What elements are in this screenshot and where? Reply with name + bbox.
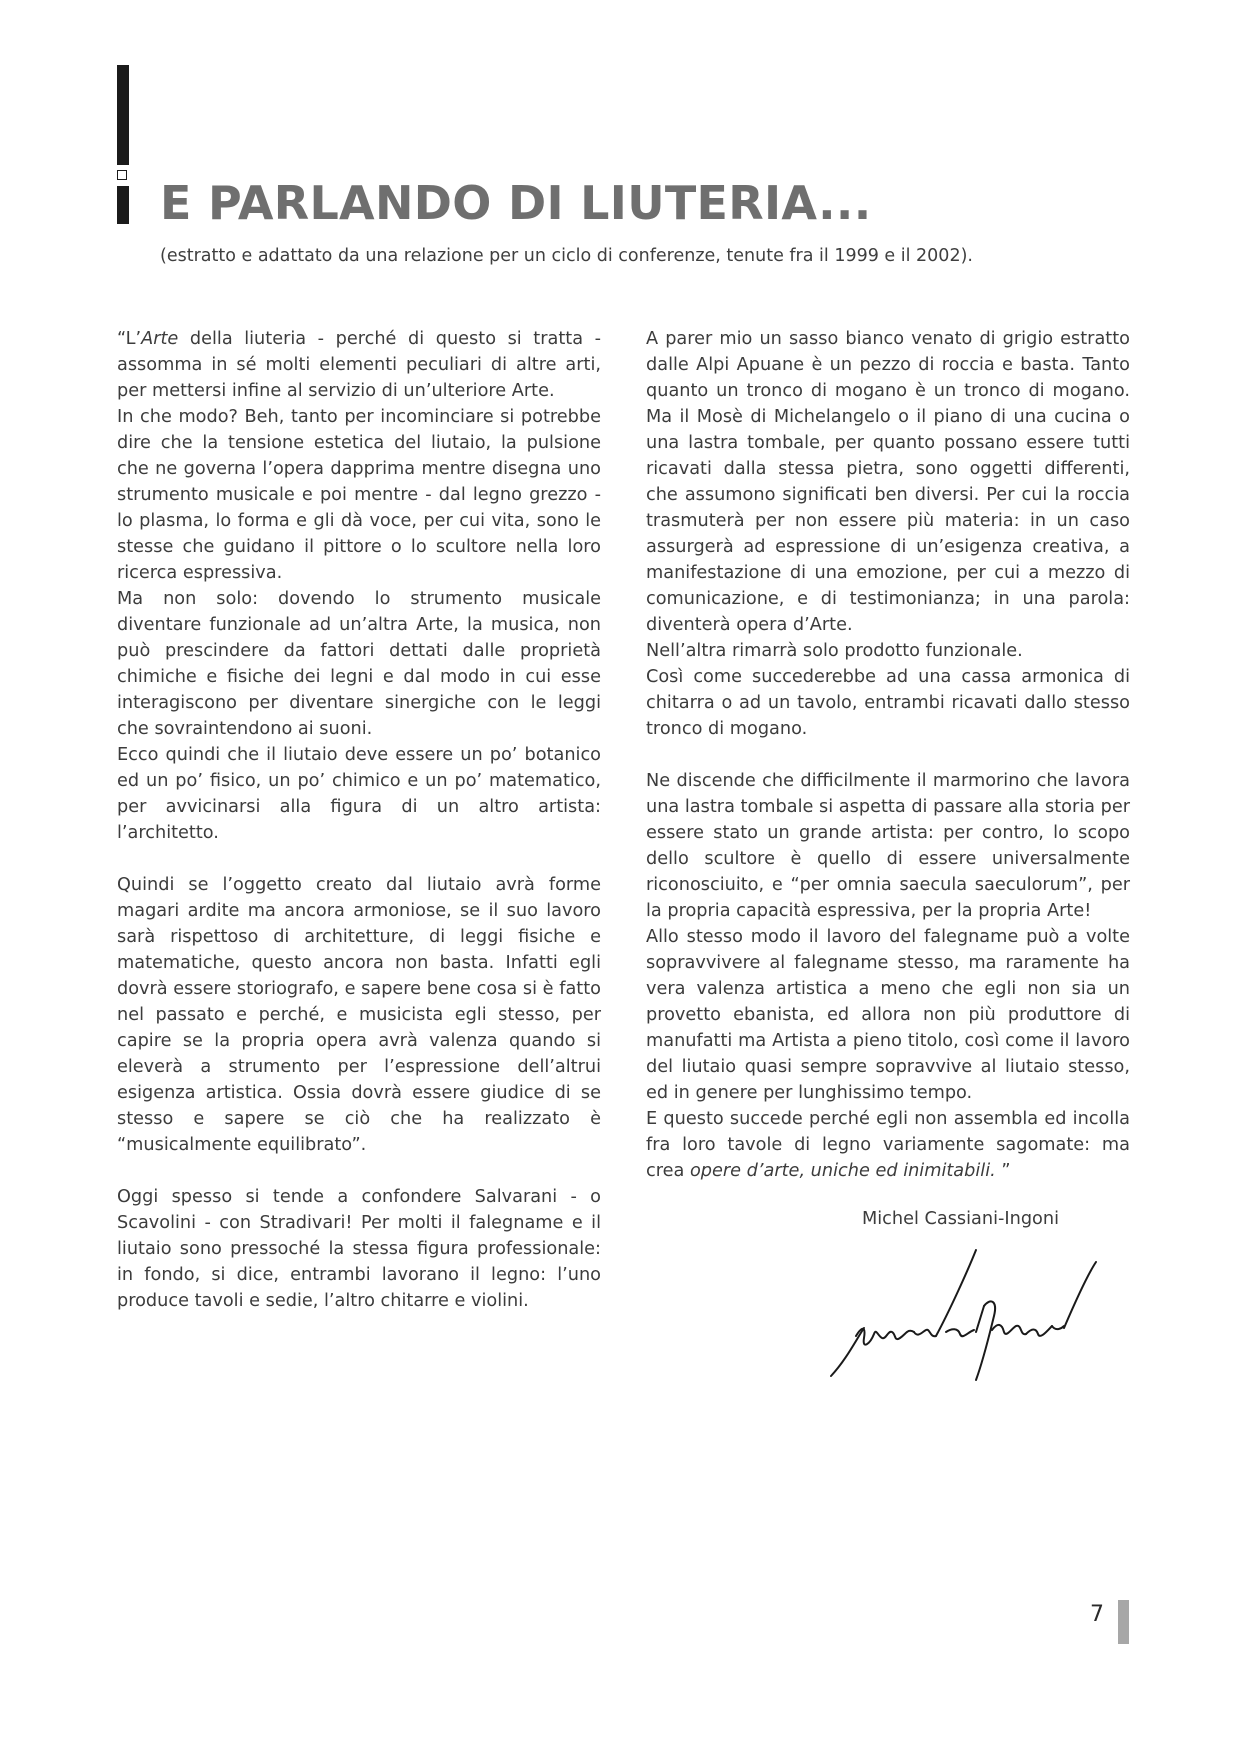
left-text-column [117, 326, 601, 1314]
decorative-vertical-bar [117, 65, 129, 165]
paragraph: “L’Arte della liuteria - perché di questo si tratta - assomma in sé molti elementi peculiari di altre arti, per mettersi infine al servizio di un’ulteriore Arte. [117, 329, 601, 401]
paragraph: Ma non solo: dovendo lo strumento musicale diventare funzionale ad un’altra Arte, la musica, non può prescindere da fattori dettati dalle proprietà chimiche e fisiche dei legni e dal modo in cui esse interagiscono per diventare sinergiche con le leggi che sovraintendono ai suoni. [117, 589, 601, 739]
right-text-column [646, 326, 1130, 1184]
decorative-square-icon [117, 170, 127, 180]
paragraph: Oggi spesso si tende a confondere Salvarani - o Scavolini - con Stradivari! Per molti il falegname e il liutaio sono pressoché la stessa figura professionale: in fondo, si dice, entrambi lavorano il legno: l’uno produce tavoli e sedie, l’altro chitarre e violini. [117, 1187, 601, 1311]
paragraph: Quindi se l’oggetto creato dal liutaio avrà forme magari ardite ma ancora armoniose, se il suo lavoro sarà rispettoso di architetture, di leggi fisiche e matematiche, questo ancora non basta. Infatti egli dovrà essere storiografo, e sapere bene cosa si è fatto nel passato e perché, e musicista egli stesso, per capire se la propria opera avrà valenza quando si eleverà a strumento per l’espressione dell’altrui esigenza artistica. Ossia dovrà essere giudice di se stesso e sapere se ciò che ha realizzato è “musicalmente equilibrato”. [117, 875, 601, 1155]
paragraph: E questo succede perché egli non assembla ed incolla fra loro tavole di legno variamente sagomate: ma crea opere d’arte, uniche ed inimitabili. ” [646, 1109, 1130, 1181]
page-number: 7 [1090, 1602, 1104, 1627]
paragraph: Allo stesso modo il lavoro del falegname può a volte sopravvivere al falegname stesso, ma raramente ha vera valenza artistica a meno che egli non sia un provetto ebanista, ed allora non più produttore di manufatti ma Artista a pieno titolo, così come il lavoro del liutaio quasi sempre sopravvive al liutaio stesso, ed in genere per lunghissimo tempo. [646, 927, 1130, 1103]
author-name: Michel Cassiani-Ingoni [862, 1209, 1060, 1229]
paragraph: Ne discende che difficilmente il marmorino che lavora una lastra tombale si aspetta di passare alla storia per essere stato un grande artista: per contro, lo scopo dello scultore è quello di essere universalmente riconosciuito, e “per omnia saecula saeculorum”, per la propria capacità espressiva, per la propria Arte! [646, 771, 1130, 921]
page-subtitle: (estratto e adattato da una relazione per un ciclo di conferenze, tenute fra il 1999 e il 2002). [160, 246, 973, 266]
handwritten-signature [826, 1240, 1126, 1390]
page-number-bar [1118, 1600, 1129, 1644]
paragraph: Così come succederebbe ad una cassa armonica di chitarra o ad un tavolo, entrambi ricavati dallo stesso tronco di mogano. [646, 667, 1130, 739]
paragraph: In che modo? Beh, tanto per incominciare si potrebbe dire che la tensione estetica del liutaio, la pulsione che ne governa l’opera dapprima mentre disegna uno strumento musicale e poi mentre - dal legno grezzo - lo plasma, lo forma e gli dà voce, per cui vita, sono le stesse che guidano il pittore o lo scultore nella loro ricerca espressiva. [117, 407, 601, 583]
paragraph: Nell’altra rimarrà solo prodotto funzionale. [646, 641, 1023, 661]
page-title: E PARLANDO DI LIUTERIA... [160, 176, 872, 230]
paragraph: Ecco quindi che il liutaio deve essere un po’ botanico ed un po’ fisico, un po’ chimico e un po’ matematico, per avvicinarsi alla figura di un altro artista: l’architetto. [117, 745, 601, 843]
paragraph: A parer mio un sasso bianco venato di grigio estratto dalle Alpi Apuane è un pezzo di roccia e basta. Tanto quanto un tronco di mogano è un tronco di mogano. Ma il Mosè di Michelangelo o il piano di una cucina o una lastra tombale, per quanto possano essere tutti ricavati dalla stessa pietra, sono oggetti differenti, che assumono significati ben diversi. Per cui la roccia trasmuterà per non essere più materia: in un caso assurgerà ad espressione di un’esigenza creativa, a manifestazione di una emozione, per cui a mezzo di comunicazione, e di testimonianza; in una parola: diventerà opera d’Arte. [646, 329, 1130, 635]
decorative-vertical-bar-lower [117, 186, 129, 224]
